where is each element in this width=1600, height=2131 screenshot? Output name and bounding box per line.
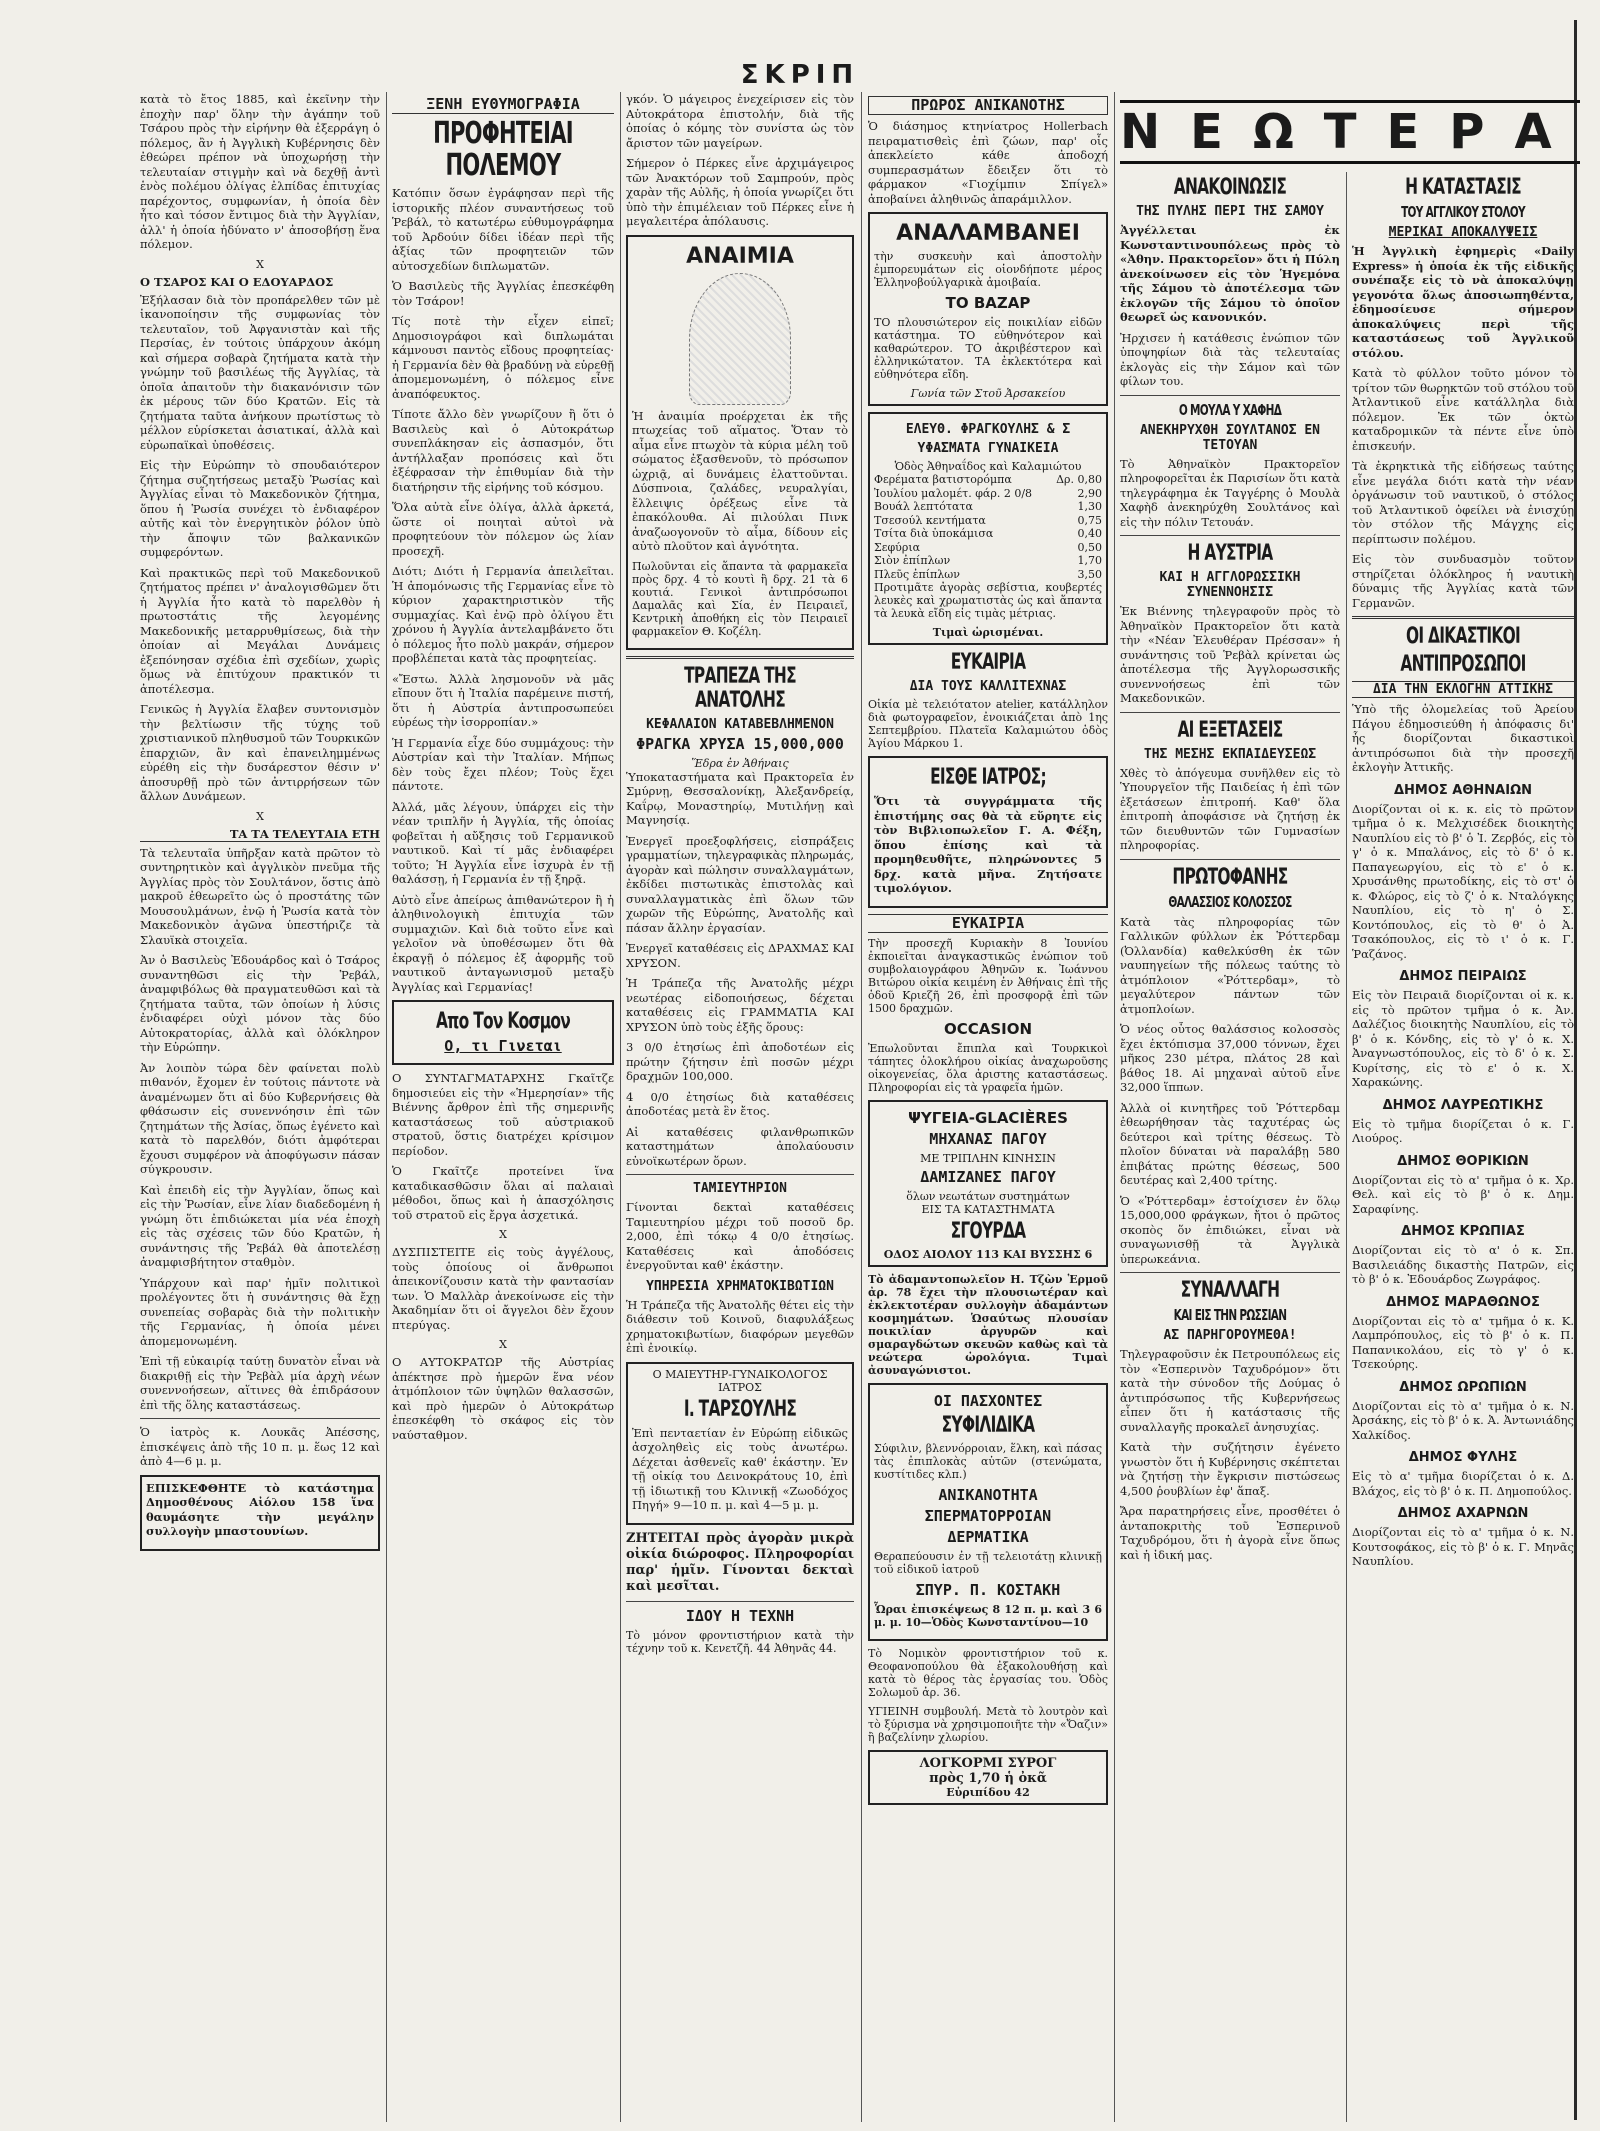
advert-footer: Τιμαὶ ὡρισμέναι. — [932, 626, 1044, 639]
ice-machine-advert — [868, 1100, 1108, 1267]
price-row — [874, 473, 1102, 487]
price-value: 1,30 — [1077, 500, 1102, 513]
column-6 — [1352, 172, 1574, 2122]
column-1 — [140, 92, 380, 2122]
price-value: 1,70 — [1077, 554, 1102, 567]
wanted-advert: ΖΗΤΕΙΤΑΙ πρὸς ἀγορὰν μικρὰ οἰκία διώροφος. Πληροφορίαι παρ' ἡμῖν. Γίνονται δεκταὶ καὶ μεσῖται. — [626, 1530, 854, 1594]
fabric-advert — [868, 412, 1108, 645]
column-rule — [1114, 92, 1115, 2122]
price-value: Δρ. 0,80 — [1056, 473, 1102, 486]
column-2 — [392, 92, 614, 2122]
masthead-title: ΣΚΡΙΠ — [740, 60, 860, 90]
advert-note: ὅλων νεωτάτων συστημάτων — [906, 1189, 1070, 1203]
article-subheadline: ΘΑΛΑΣΣΙΟΣ ΚΟΛΟΣΣΟΣ — [1168, 892, 1292, 911]
advert-subtitle: ΜΗΧΑΝΑΣ ΠΑΓΟΥ — [929, 1129, 1047, 1148]
bank-text: Αἱ καταθέσεις φιλανθρωπικῶν καταστημάτων ἀπολαύουσιν εὐνοϊκωτέρων ὅρων. — [626, 1124, 854, 1168]
article-headline: ΤΟΥ ΑΓΓΛΙΚΟΥ ΣΤΟΛΟΥ — [1401, 203, 1525, 221]
article-text: Ὁ νέος οὗτος θαλάσσιος κολοσσὸς ἔχει ἐκτόπισμα 37,000 τόννων, ἔχει μῆκος 230 μέτρα, πλάτος 28 καὶ βάθος 18. Αἱ μηχαναὶ αὐτοῦ εἶνε 32,000 ἵππων. — [1120, 1022, 1340, 1094]
section-separator: Χ — [256, 257, 264, 271]
bookstore-advert — [868, 756, 1108, 908]
article-text: ΔΥΣΠΙΣΤΕΙΤΕ εἰς τοὺς ἀγγέλους, τοὺς ὁποίους οἱ ἄνθρωποι ἀπεικονίζουσιν κατὰ τὴν φαντασίαν των. Ὁ Μαλλὰρ ἀνεκοίνωσε εἰς τὴν Ἀκαδημίαν ὅτι οἱ ἄγγελοι δὲν ἔχουν πτερύγας. — [392, 1245, 614, 1332]
bank-text: 4 0/0 ἐτησίως διὰ καταθέσεις ἀποδοτέας μετὰ ἓν ἔτος. — [626, 1089, 854, 1118]
divider — [1120, 712, 1340, 713]
advert-title: ΑΝΑΛΑΜΒΑΝΕΙ — [896, 221, 1080, 246]
municipality-heading: ΔΗΜΟΣ ΩΡΩΠΙΩΝ — [1399, 1379, 1527, 1395]
article-subheadline: ΤΗΣ ΜΕΣΗΣ ΕΚΠΑΙΔΕΥΣΕΩΣ — [1143, 746, 1317, 762]
divider — [626, 1601, 854, 1602]
price-row — [874, 487, 1102, 501]
price-item: Βουάλ λεπτότατα — [874, 500, 973, 513]
advert-text: Θεραπεύουσιν ἐν τῇ τελειοτάτῃ κλινικῇ τοῦ εἰδικοῦ ἰατροῦ — [874, 1549, 1102, 1576]
price-value: 2,90 — [1077, 486, 1102, 500]
price-item: Φερέματα βατιστορόμπα — [874, 473, 1012, 486]
price-row — [874, 568, 1102, 582]
article-text: Διότι; Διότι ἡ Γερμανία ἀπειλεῖται. Ἡ ἀπομόνωσις τῆς Γερμανίας εἶνε τὸ κύριον χαρακτηριστικὸν τῆς συμμαχίας. Καὶ ἐνῷ πρὸ ὀλίγου ἔτι χρόνου ἡ Ἀγγλία ἀντελαμβάνετο ὅτι ὁ πόλεμος ἦτο πολὺ μακράν, σήμερον προβλέπεται κατὰ τὰς προφητείας. — [392, 564, 614, 665]
article-text: Ἡ Ἀγγλικὴ ἐφημερὶς «Daily Express» ἡ ὁποία ἐκ τῆς εἰδικῆς συνέπαξε εἰς τὸ νὰ ἀποκαλύψῃ γεγονότα ὅλως ἀποσιωπηθέντα, ἐδημοσίευσε σήμερον ἀποκαλύψεις περὶ τῆς καταστάσεως τοῦ Ἀγγλικοῦ στόλου. — [1352, 244, 1574, 360]
advert-text: Τὴν προσεχῆ Κυριακὴν 8 Ἰουνίου ἐκποιεῖται ἀναγκαστικῶς ἐνώπιον τοῦ συμβολαιογράφου Ἀθηνῶν κ. Ἰωάννου Βιτώρου οἰκία κειμένη ἐν Ἀθήναις ἐπὶ τῆς ὁδοῦ Κριεζῆ 26, ἐπὶ προσφορᾷ ἐπὶ τῶν 1500 δραχμῶν. — [868, 936, 1108, 1015]
price-row — [874, 527, 1102, 541]
hygiene-notice: ΥΓΙΕΙΝΗ συμβουλή. Μετὰ τὸ λουτρὸν καὶ τὸ ξύρισμα νὰ χρησιμοποιῆτε τὴν «Ὄαζιν» ἢ βαζελίνην χλωρίου. — [868, 1704, 1108, 1744]
article-text: Ἀλλά, μᾶς λέγουν, ὑπάρχει εἰς τὴν νέαν τριπλῆν ἡ Ἀγγλία, τῆς ὁποίας φοβεῖται ἡ αὔξησις τοῦ Γερμανικοῦ ναυτικοῦ. Καὶ τί μᾶς ἐνδιαφέρει τοῦτο; Ἡ Ἀγγλία εἶνε ἰσχυρὰ ἐν τῇ θαλάσσῃ, ἡ Γερμανία ἐν τῇ ξηρᾷ. — [392, 799, 614, 886]
price-row — [874, 514, 1102, 528]
section-separator: Χ — [499, 1228, 507, 1241]
column-3 — [626, 92, 854, 2122]
store-name: ΣΓΟΥΡΔΑ — [950, 1218, 1026, 1244]
divider — [1120, 395, 1340, 396]
article-headline: Η ΑΥΣΤΡΙΑ — [1187, 541, 1273, 566]
advert-title: ΣΠΕΡΜΑΤΟΡΡΟΙΑΝ — [924, 1506, 1052, 1525]
price-value: 0,50 — [1077, 540, 1102, 554]
article-text: Ἐξήλασαν διὰ τὸν προπάρελθεν τῶν μὲ ἱκανοποίησιν τῆς συμφωνίας τὸν τελευταῖον, τοῦ Ἀφγανιστὰν καὶ τῆς Περσίας, ἐν τούτοις ὑπάρχουν ἀκόμη καὶ σήμερα σοβαρὰ ζητήματα κατὰ τὴν γνώμην τοῦ βασιλέως τῆς Ἀγγλίας, τὰ ὁποῖα ἀπαιτοῦν τὴν διακανόνισιν τῶν ἐκ μέρους τῶν δύο Κρατῶν. Εἰς τὰ ζητήματα ταῦτα ἀνήκουν πρωτίστως τὸ μέλλον εὑρίσκεται ἀσιατικαί, ἀλλὰ καὶ εὐρωπαϊκαὶ ὑποθέσεις. — [140, 292, 380, 452]
price-item: Ἰουλίου μαλομέτ. φάρ. 2 0/8 — [874, 486, 1033, 500]
divider — [626, 1174, 854, 1175]
advert-subtitle: ΔΑΜΙΖΑΝΕΣ ΠΑΓΟΥ — [920, 1167, 1056, 1186]
article-text: γκόν. Ὁ μάγειρος ἐνεχείρισεν εἰς τὸν Αὐτοκράτορα ἐπιστολήν, διὰ τῆς ὁποίας ὁ κόμης τὸν συνίστα ὡς τὸν ἄριστον τῶν μαγείρων. — [626, 92, 854, 150]
store-name: ΤΟ ΒΑΖΑΡ — [945, 294, 1031, 312]
section-subhead: Ο ΤΣΑΡΟΣ ΚΑΙ Ο ΕΔΟΥΑΡΔΟΣ — [140, 274, 334, 289]
divider — [140, 1418, 380, 1419]
bank-text: 3 0/0 ἐτησίως ἐπὶ ἀποδοτέων εἰς πρώτην ζήτησιν ἐπὶ ποσῶν μέχρι δραχμῶν 100,000. — [626, 1040, 854, 1083]
article-text: Τὰ τελευταῖα ὑπῆρξαν κατὰ πρῶτον τὸ συντηρητικὸν καὶ ἀγγλικὸν πνεῦμα τῆς Ἀγγλίας πρὸς τὸν Σουλτάνον, ὅστις ἀπὸ μακροῦ ἐθεωρεῖτο ὡς ὁ προστάτης τῶν Μουσουλμάνων, ἐνῷ ἡ Ῥωσία κατὰ τὸν Μακεδονικὸν ἀγῶνα ὑπεστήριζε τὰ Σλαυϊκὰ στοιχεῖα. — [140, 845, 380, 947]
article-text: Ὑπὸ τῆς ὁλομελείας τοῦ Ἀρείου Πάγου ἐδημοσιεύθη ἡ ἀπόφασις δι' ἧς διορίζονται δικαστικοὶ ἀντιπρόσωποι διὰ τὴν προσεχῆ ἐκλογὴν Ἀττικῆς. — [1352, 702, 1574, 774]
municipality-list — [1352, 783, 1574, 1569]
bazar-advert — [868, 212, 1108, 406]
article-text: Ο ΣΥΝΤΑΓΜΑΤΑΡΧΗΣ Γκαῖτζε δημοσιεύει εἰς τὴν «Ἡμερησίαν» τῆς Βιέννης ἄρθρον ἐπὶ τῆς σημερινῆς καταστάσεως τοῦ αὐστριακοῦ στρατοῦ, ὅστις διατρέχει κρίσιμον περίοδον. — [392, 1071, 614, 1158]
doctor-title: Ο ΜΑΙΕΥΤΗΡ-ΓΥΝΑΙΚΟΛΟΓΟΣ ΙΑΤΡΟΣ — [652, 1367, 828, 1394]
bank-text: Ἐνεργεῖ προεξοφλήσεις, εἰσπράξεις γραμματίων, τηλεγραφικὰς πληρωμάς, ἀγορὰν καὶ πώλησιν συναλλαγμάτων, ἐκδίδει πιστωτικὰς ἐπιστολὰς καὶ συναλλαγματικὰς ἐπὶ ὅλων τῶν χωρῶν τῆς Εὐρώπης, Ἀνατολῆς καὶ πάσαν ἄλλην ἐργασίαν. — [626, 833, 854, 935]
advert-text: τὴν συσκευὴν καὶ ἀποστολὴν ἐμπορευμάτων εἰς οἱονδήποτε μέρος Ἐλληνοβούλγαρικὰ ἀμοιβαία. — [874, 250, 1102, 289]
article-subheadline: ΔΙΑ ΤΗΝ ΕΚΛΟΓΗΝ ΑΤΤΙΚΗΣ — [1352, 681, 1574, 698]
price-item: Τσίτα διὰ ὑποκάμισα — [874, 527, 994, 540]
advert-title: ΕΙΣΘΕ ΙΑΤΡΟΣ; — [930, 765, 1046, 790]
tutoring-title: ΙΔΟΥ Η ΤΕΧΝΗ — [685, 1606, 795, 1625]
municipality-heading: ΔΗΜΟΣ ΑΘΗΝΑΙΩΝ — [1393, 782, 1533, 798]
divider — [1120, 535, 1340, 536]
advert-subtitle: ΔΙΑ ΤΟΥΣ ΚΑΛΛΙΤΕΧΝΑΣ — [909, 679, 1067, 694]
price-item: Τσεσούλ κεντήματα — [874, 513, 986, 527]
advert-text: Ἐπωλοῦνται ἔπιπλα καὶ Τουρκικοὶ τάπητες ὁλοκλήρου οἰκίας ἀναχωροῦσης οἰκογενείας, ὅλα ἀριστης καταστάσεως. Πληροφορίαι εἰς τὰ γραφεῖα ἡμῶν. — [868, 1041, 1108, 1094]
municipality-heading: ΔΗΜΟΣ ΠΕΙΡΑΙΩΣ — [1399, 969, 1527, 984]
article-headline: ΟΙ ΔΙΚΑΣΤΙΚΟΙ — [1405, 624, 1521, 649]
article-headline: ΑΝΤΙΠΡΟΣΩΠΟΙ — [1400, 652, 1526, 677]
price-item: Σεφύρια — [874, 540, 921, 554]
column-rule — [386, 92, 387, 2122]
article-headline: Ο ΜΟΥΛΑ Υ ΧΑΦΗΔ — [1178, 400, 1282, 419]
article-text: «Ἔστω. Ἀλλὰ λησμονοῦν νὰ μᾶς εἴπουν ὅτι ἡ Ἰταλία παρέμεινε πιστή, ὅτι ἡ Αὐστρία ἀντιπροσωπεύει εὐρέως τὴν ἰσορροπίαν.» — [392, 671, 614, 729]
jeweller-advert: Τὸ ἀδαμαντοπωλεῖον Η. Τζὼν Ἑρμοῦ ἀρ. 78 ἔχει τὴν πλουσιωτέραν καὶ ἐκλεκτοτέραν συλλογὴν ἀδαμάντων κοσμημάτων. Ὡσαύτως πλουσίαν ποικιλίαν ἀργυρῶν καὶ σμαραγδώτων σκευῶν καθὼς καὶ τὰ νεώτερα ὡρολόγια. Τιμαὶ ἀσυναγώνιστοι. — [868, 1272, 1108, 1377]
store-address: Γωνία τῶν Στοῦ Ἀρσακείου — [910, 387, 1066, 400]
article-text: Ἀγγέλλεται ἐκ Κωνσταντινουπόλεως πρὸς τὸ «Ἀθην. Πρακτορεῖον» ὅτι ἡ Πύλη ἀνεκοίνωσεν εἰς τὸν Ἡγεμόνα τῆς Σάμου τὸ ἀποτέλεσμα τῶν ἐκλογῶν τῆς Σάμου τὸ ὁποῖον θεωρεῖ ὡς κανονικόν. — [1120, 223, 1340, 324]
article-text: Εἰς τὸν συνδυασμὸν τοῦτον στηρίζεται ὁλόκληρος ἡ ναυτικὴ δύναμις τῆς Ἀγγλίας κατὰ τῶν Γερμανῶν. — [1352, 552, 1574, 610]
doctor-name: ΣΠΥΡ. Π. ΚΟΣΤΑΚΗ — [915, 1580, 1061, 1599]
article-text: Καὶ πρακτικῶς περὶ τοῦ Μακεδονικοῦ ζητήματος πρέπει ν' ἀναλογισθῶμεν ὅτι ἡ Ἀγγλία ἦτο κατὰ τὸ παρελθὸν ἡ πρωτοστάτις τῆς λεγομένης Μακεδονικῆς μεταρρυθμίσεως, διὰ τὴν ὁποίαν αἱ Μεγάλαι Δυνάμεις ἐξεπόνησαν σχέδια ἐπὶ σχεδίων, χωρὶς ὅμως νὰ ἐπιτύχουν πρακτικόν τι ἀποτέλεσμα. — [140, 565, 380, 696]
doctor-notice: Ὁ ἰατρὸς κ. Λουκᾶς Ἀπέσσης, ἐπισκέψεις ἀπὸ τῆς 10 π. μ. ἕως 12 καὶ ἀπὸ 4—6 μ. μ. — [140, 1425, 380, 1468]
store-name: ΕΛΕΥΘ. ΦΡΑΓΚΟΥΛΗΣ & Σ — [905, 422, 1071, 437]
advert-title: ΑΝΑΙΜΙΑ — [686, 243, 794, 269]
advert-box — [140, 1475, 380, 1551]
article-text: Καὶ ἐπειδὴ εἰς τὴν Ἀγγλίαν, ὅπως καὶ εἰς τὴν Ῥωσίαν, εἶνε λίαν διαδεδομένη ἡ γνώμη ὅτι ἐπιδιώκεται μία νέα ἐποχὴ εἰς τὰς σχέσεις τῶν δύο Κρατῶν, ἡ συνάντησις τῆς Ῥεβάλ θὰ ἀποτελέσῃ ἀναμφισβήτητον σταθμὸν. — [140, 1182, 380, 1269]
article-headline: ΠΡΟΦΗΤΕΙΑΙ ΠΟΛΕΜΟΥ — [433, 116, 573, 183]
article-text: Ἀλλὰ οἱ κινητῆρες τοῦ Ῥόττερδαμ ἐθεωρήθησαν τὰς ταχυτέρας ὡς δεύτεροι καὶ τρίτης θέσεως. Τὸ πλοῖον δύναται νὰ παραλάβῃ 580 ἐπιβάτας πρώτης θέσεως, 500 δευτέρας καὶ 2,400 τρίτης. — [1120, 1100, 1340, 1187]
price-row — [874, 541, 1102, 555]
municipality-text: Διορίζονται εἰς τὸ α' τμῆμα ὁ κ. Ν. Κουτσοφάκος, εἰς τὸ β' ὁ κ. Γ. Μηνᾶς Ναυπλίου. — [1352, 1525, 1574, 1568]
advert-heading: ΠΡΩΡΟΣ ΑΝΙΚΑΝΟΤΗΣ — [868, 96, 1108, 115]
article-text: Κατὰ τὴν συζήτησιν ἐγένετο γνωστὸν ὅτι ἡ Κυβέρνησις σκέπτεται νὰ ζητήσῃ τὴν ἔγκρισιν πιστώσεως 4,500 ῥουβλίων ἐφ' ἅπαξ. — [1120, 1440, 1340, 1498]
article-text: Ἀν ὁ Βασιλεὺς Ἐδουάρδος καὶ ὁ Τσάρος συναντηθῶσι εἰς τὴν Ῥεβάλ, ἀναμφιβόλως θὰ πραγματευθῶσι καὶ τὰ ζητήματα ταῦτα, τῶν ὁποίων ἡ λύσις ἐνδιαφέρει οὐχὶ μόνον τὰς δύο Αὐτοκρατορίας, ἀλλὰ καὶ ὁλόκληρον τὴν Εὐρώπην. — [140, 953, 380, 1054]
municipality-heading: ΔΗΜΟΣ ΘΟΡΙΚΙΩΝ — [1397, 1153, 1529, 1169]
article-text: κατὰ τὸ ἔτος 1885, καὶ ἐκεῖνην τὴν ἐποχὴν παρ' ὅλην τὴν ἀγάπην τοῦ Τσάρου πρὸς τὴν εἰρήνην θὰ ἐξερράγη ὁ πόλεμος, ἂν ἡ Ἀγγλικὴ Κυβέρνησις δὲν ἐθεώρει πρέπον νὰ ὑποχωρήσῃ τὴν τελευταίαν στιγμὴν καὶ νὰ δεχθῇ ἀντὶ ἑνὸς πολέμου ὀλίγας ἐλπίδας ἐπιτυχίας παρέχοντος, συμφωνίαν, ἡ ὁποία δὲν ἦτο καὶ τόσον ἔντιμος διὰ τὴν Ἀγγλίαν, ἀλλ' ἡ ὁποία ἠδύνατο ν' ἀποσοβήσῃ ἕνα πόλεμον. — [140, 92, 380, 251]
article-text: Τίς ποτὲ τὴν εἶχεν εἰπεῖ; Δημοσιογράφοι καὶ διπλωμάται κάμνουσι παντὸς εἴδους προφητείας· ἡ Γερμανία δὲν θὰ βραδύνῃ νὰ εὑρεθῇ ἀπομεμονωμένη, ὁ πόλεμος εἶνε ἀναπόφευκτος. — [392, 314, 614, 401]
article-text: Τίποτε ἄλλο δὲν γνωρίζουν ἢ ὅτι ὁ Βασιλεὺς καὶ ὁ Αὐτοκράτωρ συνεπλάκησαν εἰς ἀσπασμόν, ὅτι ἀντήλλαξαν προπόσεις καὶ ὅτι ἐξέφρασαν τὴν ἐπιθυμίαν διὰ τὴν διατήρησιν τῆς εἰρήνης τοῦ κόσμου. — [392, 407, 614, 494]
advert-text: Ἡ ἀναιμία προέρχεται ἐκ τῆς πτωχείας τοῦ αἵματος. Ὅταν τὸ αἷμα εἶνε πτωχὸν τὰ κύρια μέλη τοῦ σώματος ἐξασθενοῦν, τὸ πρόσωπον ὠχριᾷ, αἱ δυνάμεις ἐλαττοῦνται. Δύσπνοια, ζαλάδες, νευραλγίαι, ἔλλειψις ὀρέξεως εἶνε τὰ ἐπακόλουθα. Αἱ πιλούλαι Πινκ ἀναζωογονοῦν τὸ αἷμα, δίδουν εἰς αὐτὸ πλοῦτον καὶ ἁγνότητα. — [632, 408, 848, 553]
column-5 — [1120, 172, 1340, 2122]
advert-text: Οἰκία μὲ τελειότατον atelier, κατάλληλον διὰ φωτογραφεῖον, ἐνοικιάζεται ἀπὸ 1ης Σεπτεμβρίου. Πλατεῖα Καλαμιώτου ὁδὸς Ἁγίου Μάρκου 1. — [868, 698, 1108, 750]
municipality-text: Διορίζονται εἰς τὸ α' τμῆμα ὁ κ. Χρ. Θελ. καὶ εἰς τὸ β' ὁ κ. Δημ. Σαραφίνης. — [1352, 1172, 1574, 1216]
municipality-text: Διορίζονται οἱ κ. κ. εἰς τὸ πρῶτον τμῆμα ὁ κ. Μελχισέδεκ διοικητὴς Ναυπλίου εἰς τὸ β' ὁ Ἰ. Ζερβός, εἰς τὸ γ' ὁ κ. Μπαλάνος, εἰς τὸ δ' ὁ κ. Παπαγεωργίου, εἰς τὸ ε' ὁ κ. Χρυσάνθης πρωτοδίκης, εἰς τὸ στ' ὁ κ. Φλώρος, εἰς τὸ ζ' ὁ κ. Νταλόγκης Ναυπλίου, εἰς τὸ η' ὁ Σ. Κοντόπουλος, εἰς τὸ θ' ὁ Ἀ. Τσακόπουλος, εἰς τὸ ι' ὁ κ. Γ. Ῥαζάνος. — [1352, 801, 1574, 961]
law-school-notice: Τὸ Νομικὸν φροντιστήριον τοῦ κ. Θεοφανοπούλου θὰ ἐξακολουθήσῃ καὶ κατὰ τὸ θέρος τὰς ἐργασίας του. Ὁδὸς Σολωμοῦ ἀρ. 36. — [868, 1646, 1108, 1699]
doctor-name: Ι. ΤΑΡΣΟΥΛΗΣ — [683, 1396, 797, 1422]
article-text: Ἐκ Βιέννης τηλεγραφοῦν πρὸς τὸ Ἀθηναϊκὸν Πρακτορεῖον ὅτι κατὰ τὴν «Νέαν Ἐλευθέραν Πρέσσαν» ἡ συνάντησις τοῦ Ῥεβὰλ κρίνεται ὡς ἀποτέλεσμα τῆς Ἀγγλορωσσικῆς συνεννοήσεως ἐπὶ τῶν Μακεδονικῶν. — [1120, 604, 1340, 705]
article-text: Ἠρχισεν ἡ κατάθεσις ἐνώπιον τῶν ὑποψηφίων διὰ τὰς τελευταίας ἐκλογὰς εἰς τὴν Σάμον καὶ τῶν φίλων του. — [1120, 330, 1340, 388]
divider — [1120, 1272, 1340, 1273]
article-text: Γενικῶς ἡ Ἀγγλία ἔλαβεν συντονισμὸν τὴν βελτίωσιν τῆς τύχης τοῦ χριστιανικοῦ πληθυσμοῦ τῶν Τουρκικῶν ἐπαρχιῶν, ἂν καὶ ἐπανειλημμένως εὑρέθη εἰς τὴν δυσάρεστον θέσιν ν' ἀποσυρθῇ πρὸ τῶν ἀντιρρήσεων τῶν ἄλλων Δυνάμεων. — [140, 702, 380, 803]
article-headline: ΑΙ ΕΞΕΤΑΣΕΙΣ — [1177, 717, 1283, 743]
section-headline: Απο Τον Κοσμον — [435, 1009, 571, 1034]
savings-heading: ΤΑΜΙΕΥΤΗΡΙΟΝ — [693, 1181, 787, 1196]
article-text: Κατὰ τὰς πληροφορίας τῶν Γαλλικῶν φύλλων ἐκ Ῥόττερδαμ (Ὀλλανδία) καθελκύσθη ἐκ τῶν ναυπηγείων τῆς πόλεως ταύτης τὸ ἀτμόπλοιον «Ῥόττερδαμ», τὸ μεγαλύτερον πάντων τῶν ἀτμοπλοίων. — [1120, 914, 1340, 1016]
price-value: 3,50 — [1077, 567, 1102, 581]
store-address: ΟΔΟΣ ΑΙΟΛΟΥ 113 ΚΑΙ ΒΥΣΣΗΣ 6 — [883, 1247, 1093, 1261]
price-row — [874, 554, 1102, 568]
advert-text: ΤΟ πλουσιώτερον εἰς ποικιλίαν εἰδῶν κατάστημα. ΤΟ εὐθηνότερον καὶ καθαρώτερον. ΤΟ ἀκριβέστερον καὶ ἐλληνικώτατον. ΤΑ ἐκλεκτότερα καὶ εὐθηνότερα εἴδη. — [874, 316, 1102, 381]
municipality-heading: ΔΗΜΟΣ ΜΑΡΑΘΩΝΟΣ — [1386, 1294, 1540, 1310]
advert-footer: Πωλοῦνται εἰς ἅπαντα τὰ φαρμακεῖα πρὸς δρχ. 4 τὸ κουτὶ ἢ δρχ. 21 τὰ 6 κουτιά. Γενικοὶ ἀντιπρόσωποι Δαμαλᾶς καὶ Σία, ἐν Πειραιεῖ, Κεντρικὴ ἀποθήκη εἰς τὸν Πειραιεῖ φαρμακεῖον Θ. Κοζέλη. — [632, 559, 848, 638]
article-text: Ἀν λοιπὸν τώρα δὲν φαίνεται πολὺ πιθανόν, ἔχομεν ἐν τούτοις πάντοτε νὰ ἀναμένωμεν ὅτι αἱ δύο Κυβερνήσεις θὰ φθάσωσιν εἰς συνεννόησιν ἐπὶ τῶν ζητημάτων τῆς Ἀσίας, ὅπως ἐγένετο καὶ κατὰ τὸ παρελθόν, διότι ἀμφότεραι ἔχουσι συμφέρον νὰ ἀποφύγωσιν πάσαν σύγκρουσιν. — [140, 1060, 380, 1176]
article-subheadline: ΜΕΡΙΚΑΙ ΑΠΟΚΑΛΥΨΕΙΣ — [1388, 225, 1538, 240]
article-text: Κατόπιν ὅσων ἐγράφησαν περὶ τῆς ἱστορικῆς πλέον συναντήσεως τοῦ Ῥεβάλ, τὸ κατωτέρω εὐθυμογράφημα τοῦ Ἀρδούιν δίδει ἰδέαν περὶ τῆς ἀξίας τῶν προφητειῶν τῶν αὐτοσχεδίων διπλωματῶν. — [392, 186, 614, 273]
price-row — [874, 500, 1102, 514]
advert-title: ΔΕΡΜΑΤΙΚΑ — [947, 1527, 1029, 1546]
price-list — [874, 473, 1102, 581]
advert-text: Ὁ διάσημος κτηνίατρος Hollerbach πειραματισθεὶς ἐπὶ ζώων, παρ' οἷς ἀπεκλείετο κάθε ἀποδοχή συμπερασμάτων ἔδειξεν ὅτι τὸ φάρμακον «Γιοχίμπιν Σπίγελ» ἀποβαίνει ἀληθινῶς ἀπαράμιλλον. — [868, 119, 1108, 206]
bank-title: ΤΡΑΠΕΖΑ ΤΗΣ ΑΝΑΤΟΛΗΣ — [684, 663, 796, 713]
advert-price: πρὸς 1,70 ἡ ὀκᾶ — [929, 1770, 1047, 1786]
price-item: Σιὸν ἐπίπλων — [874, 554, 951, 567]
article-text: Ὅλα αὐτὰ εἶνε ὀλίγα, ἀλλὰ ἀρκετά, ὥστε οἱ ποιηταὶ αὐτοὶ νὰ προφητεύουν τὸν πόλεμον ὡς λίαν προσεχῆ. — [392, 500, 614, 558]
anemia-advert — [626, 235, 854, 650]
divider — [1352, 616, 1574, 619]
advert-text: Σύφιλιν, βλεννόρροιαν, ἕλκη, καὶ πάσας τὰς ἐπιπλοκὰς αὐτῶν (στενώματα, κυστίτιδες κλπ.) — [874, 1441, 1102, 1481]
article-text: Τὰ ἐκρηκτικὰ τῆς εἰδήσεως ταύτης εἶνε μεγάλα διότι κατὰ τὴν νέαν ὀργάνωσιν τοῦ ναυτικοῦ, ὁ στόλος τοῦ Ἀτλαντικοῦ ὀφείλει νὰ ἐνισχύῃ τὸν στόλον τῆς Μάγχης εἰς περίπτωσιν πολέμου. — [1352, 459, 1574, 546]
article-subheadline: ΚΑΙ ΕΙΣ ΤΗΝ ΡΩΣΣΙΑΝ — [1173, 1306, 1287, 1324]
shop-advert: ΕΠΙΣΚΕΦΘΗΤΕ τὸ κατάστημα Δημοσθένους Αἰόλου 158 ἵνα θαυμάσητε τὴν μεγάλην συλλογὴν μπαστουνίων. — [146, 1480, 374, 1538]
article-headline: ΣΥΝΑΛΛΑΓΗ — [1180, 1278, 1280, 1303]
price-value: 0,40 — [1077, 527, 1102, 540]
article-text: Εἰς τὴν Εὐρώπην τὸ σπουδαιότερον ζήτημα συζητήσεως μεταξὺ Ῥωσίας καὶ Ἀγγλίας εἶναι τὸ Μακεδονικὸν ζήτημα, ὅπου ἡ Ῥωσία συνέχει τὸ ἐνδιαφέρον αὐτῆς καὶ τὸν ἐνεργητικὸν ῥόλον ὑπὸ τὴν ἄποψιν τῶν βαλκανικῶν συμφερόντων. — [140, 458, 380, 559]
advert-title: OCCASION — [943, 1019, 1033, 1038]
advert-title: ΣΥΦΙΛΙΔΙΚΑ — [941, 1412, 1035, 1438]
safe-deposit-heading: ΥΠΗΡΕΣΙΑ ΧΡΗΜΑΤΟΚΙΒΩΤΙΩΝ — [646, 1278, 834, 1294]
savings-text: Γίνονται δεκταὶ καταθέσεις Ταμιευτηρίου μέχρι τοῦ ποσοῦ δρ. 2,000, ἐπὶ τόκῳ 4 0/0 ἐτησίως. Καταθέσεις καὶ ἀποδόσεις ἐνεργοῦνται καθ' ἑκάστην. — [626, 1200, 854, 1272]
article-headline: ΑΝΑΚΟΙΝΩΣΙΣ — [1173, 175, 1287, 200]
price-item: Πλεῦς ἐπίπλων — [874, 567, 960, 581]
store-subtitle: ΥΦΑΣΜΑΤΑ ΓΥΝΑΙΚΕΙΑ — [917, 441, 1059, 456]
divider — [626, 656, 854, 659]
article-text: Τὸ Ἀθηναϊκὸν Πρακτορεῖον πληροφορεῖται ἐκ Παρισίων ὅτι κατὰ τηλεγράφημα ἐκ Ταγγέρης ὁ Μουλὰ Χαφὴδ ἀνεκηρύχθη Σουλτάνος καὶ εἰς τὴν πόλιν Τετουάν. — [1120, 456, 1340, 529]
advert-subtitle: ΜΕ ΤΡΙΠΛΗΝ ΚΙΝΗΣΙΝ — [920, 1151, 1056, 1165]
section-separator: Χ — [256, 809, 264, 823]
article-text: Τηλεγραφοῦσιν ἐκ Πετρουπόλεως εἰς τὸν «Ἑσπερινὸν Ταχυδρόμον» ὅτι κατὰ τὴν σύνοδον τῆς Δούμας ὁ ἀντιπρόσωπος τῆς Κυβερνήσεως εἶπεν ὅτι ἡ κατάστασις τῆς συναλλαγῆς προκαλεῖ ἀνησυχίας. — [1120, 1347, 1340, 1434]
article-headline: Η ΚΑΤΑΣΤΑΣΙΣ — [1405, 175, 1521, 200]
section-banner-neotera: ΝΕΩΤΕΡΑ — [1120, 100, 1580, 164]
bank-text: Ἐνεργεῖ καταθέσεις εἰς ΔΡΑΧΜΑΣ ΚΑΙ ΧΡΥΣΟΝ. — [626, 941, 854, 970]
advert-title: ΨΥΓΕΙΑ-GLACIÈRES — [908, 1108, 1068, 1127]
article-text: Σήμερον ὁ Πέρκες εἶνε ἀρχιμάγειρος τῶν Ἀνακτόρων τοῦ Σαμπρούν, πρὸς χαρὰν τῆς Αὐλῆς, ἡ ὁποία γνωρίζει ὅτι ὑπὸ τὴν ἐπιμέλειαν τοῦ Πέρκες εἶνε ἡ μεγαλειτέρα ἀπόλαυσις. — [626, 156, 854, 228]
section-subhead: ΤΑ ΤΑ ΤΕΛΕΥΤΑΙΑ ΕΤΗ — [140, 827, 380, 842]
advert-title: ΑΝΙΚΑΝΟΤΗΤΑ — [938, 1485, 1038, 1504]
column-rule — [1346, 172, 1347, 2122]
bank-capital-amount: ΦΡΑΓΚΑ ΧΡΥΣΑ 15,000,000 — [636, 734, 844, 753]
advert-text: Προτιμᾶτε ἀγορὰς σεβίστια, κουβερτές λευκὲς καὶ χρωματιστὰς ὡς καὶ ἅπαντα τὰ λευκὰ εἴδη εἰς τιμὰς μέτριας. — [874, 581, 1102, 620]
advert-title: ΕΥΚΑΙΡΙΑ — [950, 650, 1026, 675]
section-kicker: ΞΕΝΗ ΕΥΘΥΜΟΓΡΑΦΙΑ — [392, 96, 614, 114]
bank-seat: Ἕδρα ἐν Ἀθήναις — [691, 756, 789, 770]
store-address: Ὁδὸς Ἀθηναΐδος καὶ Καλαμιώτου — [894, 460, 1082, 473]
municipality-text: Εἰς τὸ α' τμῆμα διορίζεται ὁ κ. Δ. Βλάχος, εἰς τὸ β' ὁ κ. Π. Δημοπούλος. — [1352, 1469, 1574, 1498]
article-subheadline: ΚΑΙ Η ΑΓΓΛΟΡΩΣΣΙΚΗ ΣΥΝΕΝΝΟΗΣΙΣ — [1159, 570, 1301, 600]
advert-title: ΕΥΚΑΙΡΙΑ — [868, 914, 1108, 933]
municipality-text: Εἰς τὸ τμῆμα διορίζεται ὁ κ. Γ. Λιούρος. — [1352, 1116, 1574, 1145]
article-text: Ἡ Γερμανία εἶχε δύο συμμάχους: τὴν Αὐστρίαν καὶ τὴν Ἰταλίαν. Μήπως δὲν τοὺς ἔχει πλέον; Τοὺς ἔχει πάντοτε. — [392, 735, 614, 793]
column-rule — [620, 92, 621, 2122]
section-separator: Χ — [499, 1338, 507, 1351]
article-subheadline: ΑΝΕΚΗΡΥΧΘΗ ΣΟΥΛΤΑΝΟΣ ΕΝ ΤΕΤΟΥΑΝ — [1139, 422, 1320, 453]
advert-title: ΟΙ ΠΑΣΧΟΝΤΕΣ — [933, 1391, 1043, 1410]
bank-capital-label: ΚΕΦΑΛΑΙΟΝ ΚΑΤΑΒΕΒΛΗΜΕΝΟΝ — [646, 716, 834, 732]
article-subheadline: ΤΗΣ ΠΥΛΗΣ ΠΕΡΙ ΤΗΣ ΣΑΜΟΥ — [1136, 204, 1324, 219]
section-subheadline: Ο, τι Γινεται — [444, 1037, 562, 1055]
article-text: Ὁ Γκαῖτζε προτείνει ἵνα καταδικασθῶσιν ὅλαι αἱ παλαιαὶ μέθοδοι, ὅπως καὶ ἡ ἀπασχόλησις τοῦ στρατοῦ εἰς ἔργα ἀσχετικά. — [392, 1164, 614, 1222]
article-text: Ὁ «Ῥόττερδαμ» ἐστοίχισεν ἐν ὅλῳ 15,000,000 φράγκων, ἤτοι ὁ πρῶτος σκοπὸς ὅν ἐπιδιώκει, εἶναι νὰ συναγωνισθῇ τὰ Ἀγγλικὰ ὑπερωκεάνια. — [1120, 1193, 1340, 1266]
municipality-heading: ΔΗΜΟΣ ΦΥΛΗΣ — [1408, 1450, 1518, 1465]
advert-text: Ὧραι ἐπισκέψεως 8 12 π. μ. καὶ 3 6 μ. μ. 10—Ὁδὸς Κωνσταντίνου—10 — [874, 1602, 1102, 1629]
article-text: Ἐπὶ τῇ εὐκαιρίᾳ ταύτῃ δυνατὸν εἶναι νὰ διακριθῇ εἰς τὴν Ῥεβὰλ μία ἀρχὴ νέων συνεννοήσεων, αἵτινες θὰ ἐπιδράσουν ἐπὶ τῆς ὅλης καταστάσεως. — [140, 1354, 380, 1412]
municipality-heading: ΔΗΜΟΣ ΚΡΩΠΙΑΣ — [1401, 1224, 1525, 1239]
article-text: Χθὲς τὸ ἀπόγευμα συνῆλθεν εἰς τὸ Ὑπουργεῖον τῆς Παιδείας ἡ ἐπὶ τῶν ἐξετάσεων ἐπιτροπή. Καθ' ὅλα ἐπιτροπὴ ἀποφάσισε νὰ ζητήσῃ ἐκ τῶν διευθυντῶν τῶν Γυμνασίων πληροφορίας. — [1120, 765, 1340, 852]
article-text: Κατὰ τὸ φύλλον τοῦτο μόνον τὸ τρίτον τῶν θωρηκτῶν τοῦ στόλου τοῦ Ἀτλαντικοῦ εἶνε κατάλληλα διὰ πόλεμον. Ἐκ τῶν ὀκτὼ καταδρομικῶν τὰ πέντε εἶνε ὑπὸ ἐπισκευήν. — [1352, 366, 1574, 453]
municipality-heading: ΔΗΜΟΣ ΛΑΥΡΕΩΤΙΚΗΣ — [1382, 1097, 1544, 1113]
bank-text: Ὑποκαταστήματα καὶ Πρακτορεῖα ἐν Σμύρνῃ, Θεσσαλονίκῃ, Ἀλεξανδρείᾳ, Καΐρῳ, Μοναστηρίῳ, Μυτιλήνῃ καὶ Μαγνησίᾳ. — [626, 769, 854, 827]
municipality-text: Διορίζονται εἰς τὸ α' τμῆμα ὁ κ. Ν. Ἀρσάκης, εἰς τὸ β' ὁ κ. Ἀ. Ἀντωνιάδης Χαλκίδος. — [1352, 1398, 1574, 1442]
article-kicker: ΑΣ ΠΑΡΗΓΟΡΟΥΜΕΘΑ! — [1163, 1328, 1297, 1343]
municipality-text: Εἰς τὸν Πειραιᾶ διορίζονται οἱ κ. κ. εἰς τὸ πρῶτον τμῆμα ὁ κ. Ἀν. Δαλέζιος διοικητὴς Ναυπλίου, εἰς τὸ β' ὁ κ. Κόνδης, εἰς τὸ γ' ὁ κ. Χ. Ἀναγνωστόπουλος, εἰς τὸ δ' ὁ κ. Σ. Κυρίτσης, εἰς τὸ ε' ὁ κ. Χ. Χαρακώνης. — [1352, 988, 1574, 1089]
article-headline: ΠΡΩΤΟΦΑΝΗΣ — [1172, 864, 1288, 890]
column-rule — [861, 92, 862, 2122]
article-text: Ὑπάρχουν καὶ παρ' ἡμῖν πολιτικοὶ προλέγοντες ὅτι ἡ συνάντησις θὰ ἔχῃ συνεπείας σοβαρὰς διὰ τὴν πολιτικὴν τῆς Γερμανίας, ἡ ὁποία μένει ἀπομεμονωμένη. — [140, 1275, 380, 1348]
article-text: Ο ΑΥΤΟΚΡΑΤΩΡ τῆς Αὐστρίας ἀπέκτησε πρὸ ἡμερῶν ἕνα νέον ἀτμόπλοιον τῶν ὑψηλῶν θαλασσῶν, καὶ πρὸ ἡμερῶν ὁ Αὐτοκράτωρ ἐπεσκέφθη τὸ σκάφος εἰς τὸν ναύσταθμον. — [392, 1355, 614, 1442]
bank-text: Ἡ Τράπεζα τῆς Ἀνατολῆς μέχρι νεωτέρας εἰδοποιήσεως, δέχεται καταθέσεις εἰς ΓΡΑΜΜΑΤΙΑ ΚΑΙ ΧΡΥΣΟΝ ὑπὸ τοὺς ἑξῆς ὅρους: — [626, 976, 854, 1034]
doctor-advert — [626, 1362, 854, 1525]
advert-address: Εὐριπίδου 42 — [946, 1785, 1030, 1799]
price-value: 0,75 — [1077, 513, 1102, 527]
advert-text: Ὅτι τὰ συγγράμματα τῆς ἐπιστήμης σας θὰ τὰ εὕρητε εἰς τὸν Βιβλιοπωλεῖον Γ. Α. Φέξη, ὅπου ἐπίσης καὶ τὰ προμηθευθῆτε, πληρώνοντες 5 δρχ. κατὰ μῆνα. Ζητήσατε τιμολόγιον. — [874, 794, 1102, 895]
syrup-advert — [868, 1750, 1108, 1805]
article-text: Ἄρα παρατηρήσεις εἶνε, προσθέτει ὁ ἀνταποκριτὴς τοῦ Ἑσπερινοῦ Ταχυδρόμου, ὅτι ἡ ἀγορὰ εἶνε ὅπως καὶ ἡ ἰδική μας. — [1120, 1504, 1340, 1562]
article-text: Αὐτὸ εἶνε ἀπείρως ἀπιθανώτερον ἢ ἡ ἀληθινολογικὴ ἐπιτυχία τῶν συμμαχιῶν. Καὶ διὰ τοῦτο εἶνε καὶ γελοῖον νὰ ὑποθέσωμεν ὅτι θὰ ἐκραγῇ ὁ πόλεμος ἐξ ἀφορμῆς τοῦ ναυτικοῦ ἀνταγωνισμοῦ μεταξὺ Ἀγγλίας καὶ Γερμανίας! — [392, 892, 614, 994]
article-text: Ὁ Βασιλεὺς τῆς Ἀγγλίας ἐπεσκέφθη τὸν Τσάρον! — [392, 279, 614, 308]
page-edge-rule — [1574, 20, 1577, 2120]
section-banner — [392, 1000, 614, 1065]
safe-deposit-text: Ἡ Τράπεζα τῆς Ἀνατολῆς θέτει εἰς τὴν διάθεσιν τοῦ Κοινοῦ, διαφυλάξεως χρηματοκιβωτίων, διαφόρων μεγεθῶν ἐπὶ ἐνοικίῳ. — [626, 1297, 854, 1355]
advert-title: ΛΟΓΚΟΡΜΙ ΣΥΡΟΓ — [919, 1755, 1057, 1771]
advert-illustration — [689, 273, 791, 405]
advert-note: ΕΙΣ ΤΑ ΚΑΤΑΣΤΗΜΑΤΑ — [921, 1202, 1055, 1216]
column-4 — [868, 92, 1108, 2122]
divider — [1120, 859, 1340, 860]
doctor-text: Ἐπὶ πενταετίαν ἐν Εὐρώπῃ εἰδικῶς ἀσχοληθεὶς εἰς τοὺς ἀνωτέρω. Δέχεται ἀσθενεῖς καθ' ἑκάστην. Ἐν τῇ οἰκίᾳ του Δεινοκράτους 10, ἐπὶ τῇ ἰδιωτικῇ του Κλινικῇ «Ζωοδόχος Πηγή» 9—10 π. μ. καὶ 4—5 μ. μ. — [632, 1425, 848, 1512]
tutoring-text: Τὸ μόνον φροντιστήριον κατὰ τὴν τέχνην τοῦ κ. Κενετζῆ. 44 Ἀθηνᾶς 44. — [626, 1628, 854, 1655]
clinic-advert — [868, 1383, 1108, 1641]
municipality-heading: ΔΗΜΟΣ ΑΧΑΡΝΩΝ — [1397, 1506, 1529, 1521]
municipality-text: Διορίζονται εἰς τὸ α' ὁ κ. Σπ. Βασιλειάδης δικαστὴς Πατρῶν, εἰς τὸ β' ὁ κ. Ἐδουάρδος Ζωγράφος. — [1352, 1243, 1574, 1286]
municipality-text: Διορίζονται εἰς τὸ α' τμῆμα ὁ κ. Κ. Λαμπρόπουλος, εἰς τὸ β' ὁ κ. Π. Παπανικολάου, εἰς τὸ γ' ὁ κ. Τσεκούρης. — [1352, 1313, 1574, 1371]
